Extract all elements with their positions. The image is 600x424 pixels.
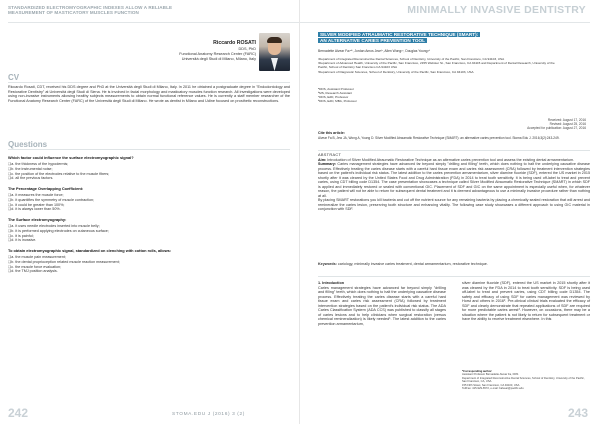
- answer-option: ❑c. it is painful;: [8, 233, 34, 238]
- journal-footer: STOMA.EDU J (2016) 3 (2): [172, 412, 245, 417]
- answer-option: ❑c. the muscle force evaluation;: [8, 264, 62, 269]
- summary-text: Caries management strategies have advanced far beyond simply "drilling and filling" teeth, which does nothing to halt the underlying causative disease process. Effectively treating the caries disease starts with a careful hard tissue exam and caries risk assessment (CRA) followed by treatment intervention strategies based on the patient's individual risk status. The latest addition to the caries prevention armamentarium, silver diamine fluoride (SDF), entered the US market in 2015 shortly after it was cleared by the United States Food and Drug Administration (FDA) in 2014 to treat tooth sensitivity. It is being used off-label to treat and prevent caries, using CDT billing code D1354. The case presentation showcases a technique called Silver Modified Atraumatic Restorative Technique (SMART) in which SDF is applied and immediately restored or sealed with conventional GIC. Placement of SDF and GIC on the same appointment is especially useful when, for whatever reason, the patient will not be able to return for subsequent dental treatment and it is deemed advantageous to use a minimally invasive procedure rather than nothing at all.: [318, 162, 590, 198]
- corresp-line: 155 Fifth Street, San Francisco, CA 94103, USA: [462, 383, 520, 387]
- article-authors: Bernadette Alvear Fa¹ᵃ*, Jordan Amos Jew¹ᵇ, Allen Wong¹ᶜ, Douglas Young¹ᵈ: [318, 49, 430, 53]
- answer-option: ❑d. the TMJ position analysis.: [8, 269, 58, 274]
- corresp-line: Assistant Professor Bernadette Alvear Fa, DDS: [462, 373, 519, 377]
- body-column-1: [318, 281, 446, 326]
- summary-label: Summary:: [318, 162, 337, 167]
- answer-option: ❑d. it is invasive.: [8, 238, 37, 243]
- question-3: [8, 217, 188, 243]
- corresp-heading: *Corresponding author:: [462, 370, 493, 373]
- abstract-top-rule: [318, 150, 590, 151]
- author-title: ᵇMS, Research Assistant: [318, 91, 353, 96]
- cv-text: Riccardo Rosati, CDT, received his DDS degree and PhD at the Università degli Studi di Milano, Italy. In 2011 he obtained a postgraduate degree in "Endodontology and Restorative Dentistry" at Università degli Studi di Siena. He is involved in facial morphology and masticatory muscles function research. All investigations were developed using non-invasive instruments allowing healthy subjects measurements to obtain normal functional reference values. He is currently a staff member researcher of the Functional Anatomy Research Center (FARC) of the Università degli Studi di Milano. He wrote as dentist in Milano and Udine focused on prosthetic reconstructions.: [8, 85, 290, 103]
- revised-date: Revised: August 25, 2016: [549, 122, 586, 127]
- answer-option: ❑a. the thickness of the hypodermis;: [8, 162, 69, 166]
- question-title: Which factor could influence the surface electromyographic signal?: [8, 155, 134, 160]
- cv-divider: [8, 82, 290, 83]
- cite-text: Alvear Fa B, Jew JA, Wong A, Young D. Silver Modified Atraumatic Restorative Technique (SMART): an alternative caries prevention tool. Stoma Edu J. 2016;3(2):243-249.: [318, 136, 560, 140]
- author-title: ᶜDDS, EdD, Professor: [318, 95, 349, 100]
- accepted-date: Accepted for publication: August 27, 2016: [527, 126, 586, 131]
- affiliation: ³Department of Diagnostic Sciences, School of Dentistry, University of the Pacific, San Francisco, CA 94103, USA: [318, 69, 474, 74]
- cv-title: CV: [8, 73, 20, 82]
- affiliation: ²Department of Advanced Health, University of the Pacific, San Francisco, 2155 Webster St., San Francisco, CA 94115 and Department of Dental Research, University of the: [318, 61, 555, 66]
- author-university: Università degli Studi di Milano, Milano, Italy: [181, 56, 256, 61]
- question-1: [8, 155, 188, 181]
- question-title: To obtain electromyographic signal, standardized on clenching with cotton rolls, allows:: [8, 248, 172, 253]
- author-center: Functional Anatomy Research Center (FARC): [179, 51, 256, 56]
- aim-label: Aim:: [318, 158, 327, 162]
- answer-option: ❑b. the instrumental noise;: [8, 166, 53, 171]
- right-running-head: MINIMALLY INVASIVE DENTISTRY: [407, 4, 586, 16]
- intro-text: Caries management strategies have advanced far beyond simply "drilling and filling" teeth, which does nothing to halt the underlying causative disease process. Effectively treating the caries disease starts with a careful hard tissue exam and caries risk assessment (CRA) followed by treatment intervention strategies based on the patient's individual risk status. The ADA Caries Classification System (ADA CCS) was published to classify all stages of caries lesions and to help clinicians when surgical restoration (versus chemical remineralization) is likely needed¹. The latest addition to the caries prevention armamentarium,: [318, 285, 446, 326]
- body-text: silver diamine fluoride (SDF), entered the US market in 2015 shortly after it was cleared by the FDA in 2014 to treat tooth sensitivity. SDF is being used off-label to treat and prevent caries, using CDT billing code D1354. The safety and efficacy of using SDF for caries management was reviewed by Horst and others in 2016². Pre-clinical clinical trials evaluated the efficacy of SDF and clearly demonstrate that repeated applications of SDF are required for more predictable caries arrest³. However, on occasions, there may be a situation where the patient is not likely to return for subsequent treatment or have the ability to receive treatment elsewhere. In this: [462, 281, 590, 322]
- header-divider: [300, 22, 590, 23]
- answer-option: ❑c. it could be greater than 100%;: [8, 202, 65, 207]
- author-titles: [318, 87, 438, 103]
- abstract-body: [318, 158, 590, 211]
- questions-title: Questions: [8, 140, 48, 149]
- keywords: [318, 262, 590, 266]
- title-line-1: SILVER MODIFIED ATRAUMATIC RESTORATIVE TECHNIQUE (SMART):: [320, 32, 479, 37]
- answer-option: ❑b. it is performed applying electrodes on cutaneous surface;: [8, 228, 109, 233]
- questions-divider: [8, 149, 290, 150]
- aim-text: Introduction of Silver Modified Atraumatic Restorative Technique as an alternative caries prevention tool and assess the existing dental armamentarium.: [326, 158, 575, 162]
- question-title: The Surface electromyography:: [8, 217, 67, 222]
- left-running-head: STANDARDIZED ELECTROMYOGRAPHIC INDEXES ALLOW A RELIABLE MEASUREMENT OF MASTICATORY MUSCLES FUNCTION: [8, 5, 173, 16]
- answer-option: ❑c. the position of the electrodes relative to the muscle fibers;: [8, 171, 110, 176]
- page-number-right: 243: [567, 406, 588, 420]
- author-name: Riccardo ROSATI: [213, 40, 256, 46]
- keywords-text: cariology, minimally invasive caries treatment, dental armamentarium, restorative technique.: [336, 262, 488, 266]
- answer-option: ❑b. it quantifies the symmetry of muscle contraction;: [8, 197, 95, 202]
- corresp-line: Department of Integrated Reconstructive Dental Sciences, School of Dentistry, University of the Pacific, San Francisco, CA, USA: [462, 376, 585, 384]
- question-4: [8, 248, 228, 274]
- answer-option: ❑d. it is always lower than 50%.: [8, 207, 61, 212]
- affiliations: [318, 57, 590, 74]
- abstract-extra: By placing SMART restorations you kill bacteria and cut off the nutrient source for any remaining bacteria by placing a chemically sealed restoration that will arrest and remineralize the caries lesion, preserving tooth structure and enhancing vitality. The following case study showcases a different approach to using GIC material in conjunction with SDF.: [318, 198, 590, 211]
- answer-option: ❑a. it measures the muscle force;: [8, 193, 64, 197]
- question-title: The Percentage Overlapping Coefficient:: [8, 186, 84, 191]
- answer-option: ❑b. the dental proprioception related muscle reaction measurement;: [8, 259, 120, 264]
- cite-label: Cite this article:: [318, 131, 345, 135]
- keywords-bottom-rule: [318, 276, 590, 277]
- title-line-2: AN ALTERNATIVE CARIES PREVENTION TOOL: [320, 38, 426, 44]
- intro-heading: 1. Introduction: [318, 281, 345, 285]
- author-block: [166, 40, 256, 62]
- page-number-left: 242: [8, 406, 29, 420]
- header-divider: [8, 22, 300, 23]
- author-title: ᵃDDS, Assistant Professor: [318, 87, 354, 91]
- keywords-label: Keywords:: [318, 262, 337, 266]
- affiliation: ¹Department of Integrated Reconstructive Dental Sciences, School of Dentistry, University of the Pacific, San Francisco, CA 94103, USA: [318, 57, 505, 61]
- abstract-heading: ABSTRACT: [318, 152, 342, 157]
- answer-option: ❑a. the muscle pain measurement;: [8, 255, 66, 259]
- corresponding-author: [462, 370, 590, 390]
- article-dates: [506, 118, 586, 130]
- answer-option: ❑d. all the previous factors.: [8, 176, 54, 181]
- affiliation: Pacific, School of Dentistry San Francisco CA 94103 USA: [318, 65, 398, 70]
- answer-option: ❑a. it uses needle electrodes inserted into muscle belly;: [8, 224, 100, 228]
- right-page: [300, 0, 600, 424]
- author-degree: DDS, PhD: [238, 46, 256, 51]
- corresp-line: Tel/Fax: 415-929-6572, e-mail: balvear@pacific.edu: [462, 387, 524, 391]
- question-2: [8, 186, 188, 212]
- author-title: ᵈDDS, EdD, MBA, Professor: [318, 99, 357, 104]
- body-column-2: [462, 281, 590, 322]
- article-title: [318, 32, 588, 45]
- author-photo: [259, 33, 290, 71]
- received-date: Received: August 17, 2016: [547, 118, 586, 122]
